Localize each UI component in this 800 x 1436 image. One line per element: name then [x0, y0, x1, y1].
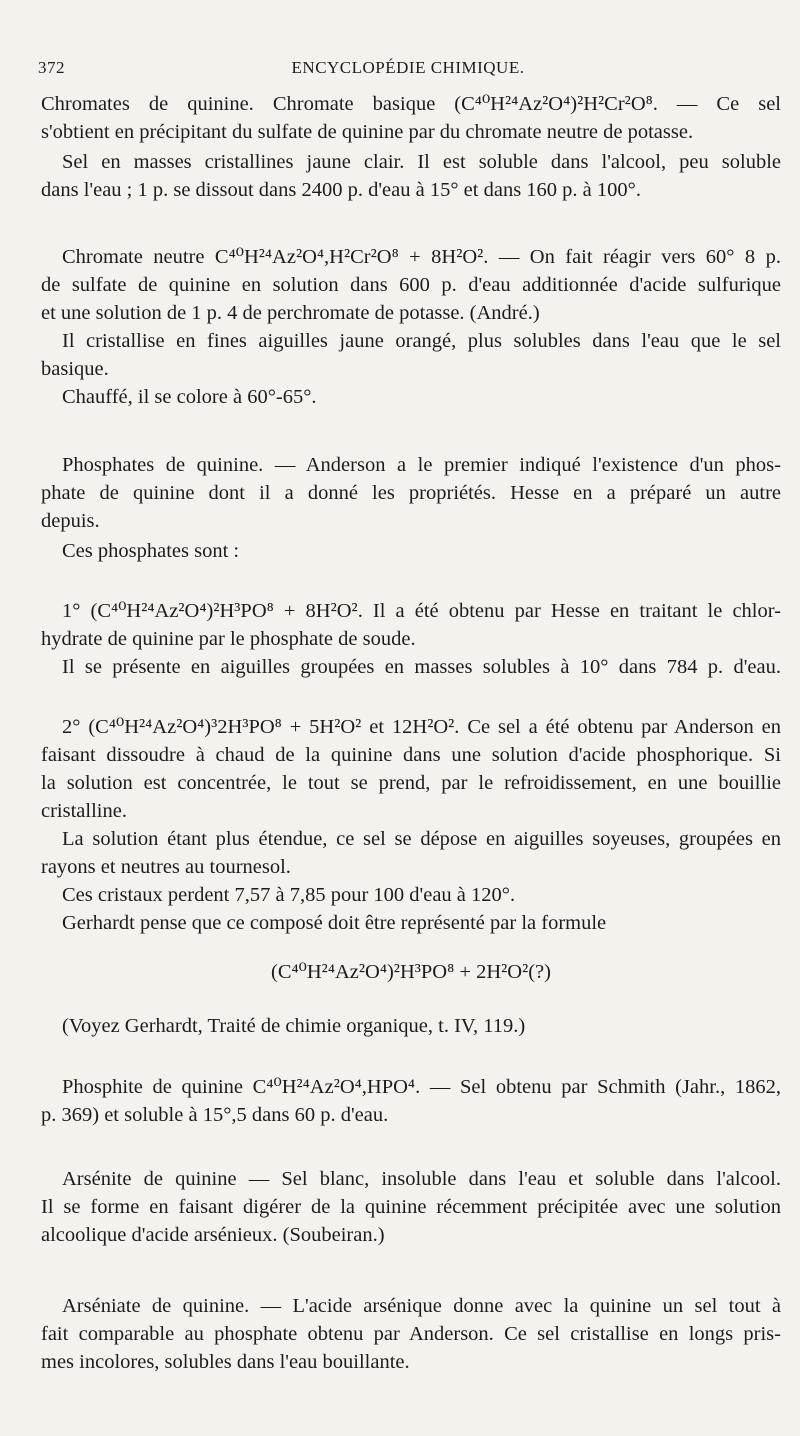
text-line: mes incolores, solubles dans l'eau bouillante.: [41, 1351, 410, 1373]
text-line: Phosphates de quinine. — Anderson a le premier indiqué l'existence d'un phos-: [62, 454, 781, 476]
formula-line: (C⁴⁰H²⁴Az²O⁴)²H³PO⁸ + 2H²O²(?): [271, 961, 551, 983]
paragraph-chromate-neutre: [62, 243, 781, 271]
text-line: dans l'eau ; 1 p. se dissout dans 2400 p. d'eau à 15° et dans 160 p. à 100°.: [41, 179, 641, 201]
text-line: Arsénite de quinine — Sel blanc, insoluble dans l'eau et soluble dans l'alcool.: [62, 1168, 781, 1190]
paragraph-phosphate-1: [62, 597, 781, 625]
text-line: cristalline.: [41, 800, 127, 822]
paragraph-continuation: [41, 1193, 781, 1249]
paragraph: [62, 327, 781, 355]
text-line: Ces phosphates sont :: [62, 540, 240, 562]
text-line: rayons et neutres au tournesol.: [41, 856, 291, 878]
text-line: La solution étant plus étendue, ce sel se dépose en aiguilles soyeuses, groupées en: [62, 828, 781, 850]
text-line: et une solution de 1 p. 4 de perchromate de potasse. (André.): [41, 302, 540, 324]
paragraph: [62, 148, 781, 176]
paragraph-phosphate-2: [62, 713, 781, 741]
paragraph: [62, 909, 781, 937]
paragraph: [62, 383, 781, 411]
running-title: ENCYCLOPÉDIE CHIMIQUE.: [291, 58, 525, 77]
paragraph-continuation: [41, 355, 781, 383]
paragraph-continuation: [41, 1101, 781, 1129]
paragraph: [62, 653, 781, 681]
paragraph-continuation: [41, 625, 781, 653]
paragraph-arsenite: [62, 1165, 781, 1193]
text-line: Phosphite de quinine C⁴⁰H²⁴Az²O⁴,HPO⁴. — Sel obtenu par Schmith (Jahr., 1862,: [62, 1076, 781, 1098]
text-line: Chromate neutre C⁴⁰H²⁴Az²O⁴,H²Cr²O⁸ + 8H²O². — On fait réagir vers 60° 8 p.: [62, 246, 781, 268]
text-line: p. 369) et soluble à 15°,5 dans 60 p. d'eau.: [41, 1104, 389, 1126]
text-line: (Voyez Gerhardt, Traité de chimie organique, t. IV, 119.): [62, 1015, 526, 1037]
text-line: alcoolique d'acide arsénieux. (Soubeiran.): [41, 1224, 385, 1246]
paragraph-continuation: [41, 479, 781, 535]
text-line: 1° (C⁴⁰H²⁴Az²O⁴)²H³PO⁸ + 8H²O². Il a été obtenu par Hesse en traitant le chlor-: [62, 600, 781, 622]
text-line: Chromates de quinine. Chromate basique (C⁴⁰H²⁴Az²O⁴)²H²Cr²O⁸. — Ce sel: [41, 93, 781, 115]
text-line: de sulfate de quinine en solution dans 600 p. d'eau additionnée d'acide sulfurique: [41, 274, 781, 296]
text-line: Il cristallise en fines aiguilles jaune orangé, plus solubles dans l'eau que le sel: [62, 330, 781, 352]
text-line: Sel en masses cristallines jaune clair. Il est soluble dans l'alcool, peu soluble: [62, 151, 781, 173]
paragraph-arseniate: [62, 1292, 781, 1320]
paragraph-continuation: [41, 1320, 781, 1376]
text-line: s'obtient en précipitant du sulfate de quinine par du chromate neutre de potasse.: [41, 121, 694, 143]
text-line: Arséniate de quinine. — L'acide arsénique donne avec la quinine un sel tout à: [62, 1295, 781, 1317]
text-line: phate de quinine dont il a donné les propriétés. Hesse en a préparé un autre: [41, 482, 781, 504]
text-line: Il se forme en faisant digérer de la quinine récemment précipitée avec une solution: [41, 1196, 781, 1218]
text-line: Il se présente en aiguilles groupées en masses solubles à 10° dans 784 p. d'eau.: [62, 656, 781, 678]
paragraph: [62, 881, 781, 909]
text-line: Chauffé, il se colore à 60°-65°.: [62, 386, 317, 408]
text-line: 2° (C⁴⁰H²⁴Az²O⁴)³2H³PO⁸ + 5H²O² et 12H²O². Ce sel a été obtenu par Anderson en: [62, 716, 781, 738]
paragraph-continuation: [41, 741, 781, 825]
paragraph-continuation: [41, 271, 781, 327]
text-line: basique.: [41, 358, 109, 380]
paragraph: [62, 537, 781, 565]
text-line: Gerhardt pense que ce composé doit être représenté par la formule: [62, 912, 607, 934]
paragraph-phosphates: [62, 451, 781, 479]
text-line: Ces cristaux perdent 7,57 à 7,85 pour 100 d'eau à 120°.: [62, 884, 516, 906]
text-line: fait comparable au phosphate obtenu par Anderson. Ce sel cristallise en longs pris-: [41, 1323, 781, 1345]
page-number: 372: [38, 58, 65, 77]
paragraph-continuation: [41, 176, 781, 204]
text-line: hydrate de quinine par le phosphate de soude.: [41, 628, 416, 650]
formula: [41, 958, 781, 986]
paragraph-reference: [62, 1012, 781, 1040]
text-line: faisant dissoudre à chaud de la quinine dans une solution d'acide phosphorique. Si: [41, 744, 781, 766]
paragraph-chromate-basique: [41, 90, 781, 146]
text-line: la solution est concentrée, le tout se prend, par le refroidissement, en une bouillie: [41, 772, 781, 794]
page-header: [38, 58, 778, 82]
paragraph-phosphite: [62, 1073, 781, 1101]
paragraph: [62, 825, 781, 853]
text-line: depuis.: [41, 510, 100, 532]
paragraph-continuation: [41, 853, 781, 881]
